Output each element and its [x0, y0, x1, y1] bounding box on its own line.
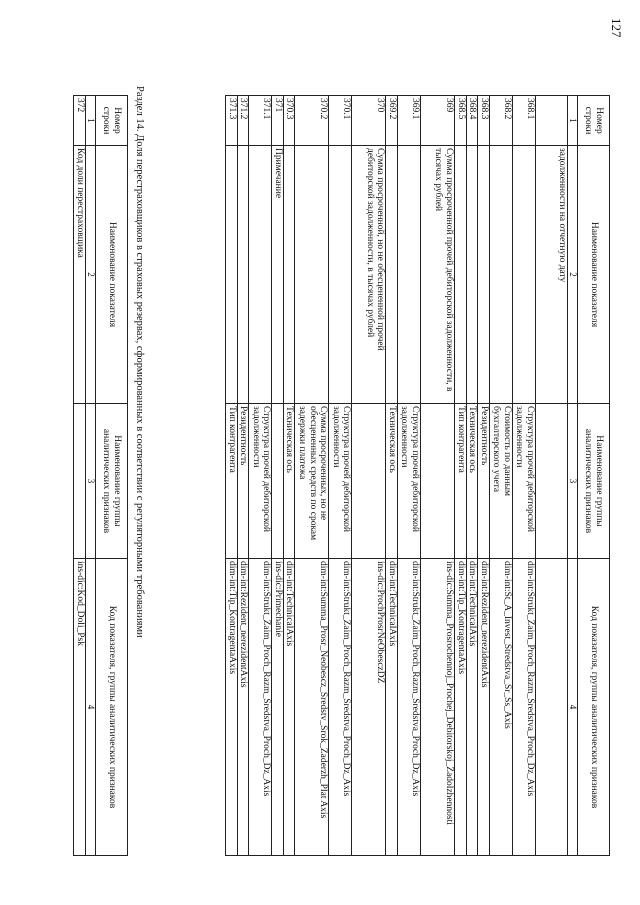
col-number: 1	[568, 96, 578, 146]
indicator-code: dim-int:TechnicalAxis	[386, 559, 398, 856]
header-indicator-name: Наименование показателя	[96, 146, 128, 404]
row-number	[536, 96, 568, 146]
table-row	[536, 96, 568, 856]
table-row	[455, 96, 467, 856]
row-number: 368.4	[466, 96, 478, 146]
indicator-code: dim-int:TechnicalAxis	[283, 559, 295, 856]
table-row	[283, 96, 295, 856]
header-group-name: Наименование группы аналитических признаков	[578, 404, 610, 559]
indicator-name	[226, 146, 238, 404]
row-number: 371.2	[237, 96, 249, 146]
table-row	[490, 96, 513, 856]
table-row	[421, 96, 455, 856]
row-number: 368.3	[478, 96, 490, 146]
row-number: 369.1	[398, 96, 421, 146]
indicator-name	[478, 146, 490, 404]
group-name: Структура прочей дебиторской задолженности	[398, 404, 421, 559]
row-number: 368.1	[513, 96, 536, 146]
row-number: 370.3	[283, 96, 295, 146]
table-row	[386, 96, 398, 856]
group-name: Тип контрагента	[455, 404, 467, 559]
row-number: 370.2	[295, 96, 329, 146]
indicator-code: dim-int:Tip_KontragentaAxis	[455, 559, 467, 856]
row-number: 371.3	[226, 96, 238, 146]
group-name	[421, 404, 455, 559]
indicator-name	[283, 146, 295, 404]
indicator-code: dim-int:Strukt_Zaim_Proch_Razm_Sredstva_Proch_Dz_Axis	[249, 559, 272, 856]
table-row	[513, 96, 536, 856]
indicator-name: Код доли перестраховщика	[74, 146, 86, 404]
indicator-code: ins-dic:Kod_Doli_Psk	[74, 559, 86, 856]
table-row	[249, 96, 272, 856]
table-row	[74, 96, 86, 856]
indicator-code: dim-int:Rezident_nerezidentAxis	[478, 559, 490, 856]
header-code: Код показателя, группы аналитических признаков	[578, 559, 610, 856]
indicator-name: Сумма просроченной, но не обесцененной прочей дебиторской задолженности, в тысячах рублей	[352, 146, 386, 404]
row-number: 369	[421, 96, 455, 146]
indicator-name	[513, 146, 536, 404]
indicator-code: ins-dic:Summa_Prosrochennoj_Prochej_Debitorskoj_Zadolzhennosti	[421, 559, 455, 856]
indicator-code: ins-dic:ProchProsrNeObesczDZ	[352, 559, 386, 856]
header-group-name: Наименование группы аналитических признаков	[96, 404, 128, 559]
section-caption: Раздел 14. Доля перестраховщиков в страховых резервах, сформированных в соответствии с регуляторными требованиями	[134, 86, 145, 638]
indicator-code: dim-int:Rezident_nerezidentAxis	[237, 559, 249, 856]
group-name: Структура прочей дебиторской задолженности	[513, 404, 536, 559]
group-name: Стоимость по данным бухгалтерского учета	[490, 404, 513, 559]
group-name: Техническая ось	[466, 404, 478, 559]
col-number: 3	[86, 404, 96, 559]
indicators-table	[225, 95, 610, 856]
indicator-name: задолженности на отчетную дату	[536, 146, 568, 404]
col-number: 2	[86, 146, 96, 404]
header-code: Код показателя, группы аналитических признаков	[96, 559, 128, 856]
indicator-name	[490, 146, 513, 404]
indicator-name	[295, 146, 329, 404]
table-row	[329, 96, 352, 856]
row-number: 372	[74, 96, 86, 146]
indicator-code: dim-int:St_A_Invest_Stredstva_Sr_Ss_Axis	[490, 559, 513, 856]
row-number: 370	[352, 96, 386, 146]
indicator-name	[237, 146, 249, 404]
table-header-row	[96, 96, 128, 856]
table-row	[295, 96, 329, 856]
indicator-code	[536, 559, 568, 856]
row-number: 368.2	[490, 96, 513, 146]
col-number: 1	[86, 96, 96, 146]
group-name: Структура прочей дебиторской задолженности	[249, 404, 272, 559]
group-name: Резидентность	[478, 404, 490, 559]
indicator-code: dim-int:Strukt_Zaim_Proch_Razm_Sredstva_Proch_Dz_Axis	[329, 559, 352, 856]
indicator-name	[398, 146, 421, 404]
indicator-name: Сумма просроченной прочей дебиторской задолженности, в тысячах рублей	[421, 146, 455, 404]
group-name	[536, 404, 568, 559]
col-number: 4	[86, 559, 96, 856]
indicator-code: dim-int:Summa_Prosr_Neobescz_Sredstv_Srok_Zaderzh_Plat Axis	[295, 559, 329, 856]
group-name	[74, 404, 86, 559]
indicator-name	[386, 146, 398, 404]
group-name: Техническая ось	[283, 404, 295, 559]
group-name	[272, 404, 284, 559]
row-number: 371.1	[249, 96, 272, 146]
page-number: 127	[609, 18, 624, 38]
reinsurer-share-table	[73, 95, 128, 856]
indicator-name	[329, 146, 352, 404]
table-row	[466, 96, 478, 856]
indicator-code: ins-dic:Primechanie	[272, 559, 284, 856]
row-number: 371	[272, 96, 284, 146]
table-row	[352, 96, 386, 856]
group-name	[352, 404, 386, 559]
indicator-name: Примечание	[272, 146, 284, 404]
indicator-name	[249, 146, 272, 404]
group-name: Техническая ось	[386, 404, 398, 559]
header-row-number: Номер строки	[578, 96, 610, 146]
table-row	[237, 96, 249, 856]
table-row	[272, 96, 284, 856]
column-number-row	[86, 96, 96, 856]
indicator-name	[466, 146, 478, 404]
indicator-code: dim-int:Strukt_Zaim_Proch_Razm_Sredstva_Proch_Dz_Axis	[398, 559, 421, 856]
row-number: 369.2	[386, 96, 398, 146]
table-row	[226, 96, 238, 856]
table-row	[398, 96, 421, 856]
group-name: Структура прочей дебиторской задолженности	[329, 404, 352, 559]
col-number: 3	[568, 404, 578, 559]
group-name: Тип контрагента	[226, 404, 238, 559]
table-row	[478, 96, 490, 856]
row-number: 370.1	[329, 96, 352, 146]
col-number: 4	[568, 559, 578, 856]
indicator-code: dim-int:Strukt_Zaim_Proch_Razm_Sredstva_Proch_Dz_Axis	[513, 559, 536, 856]
table-header-row	[578, 96, 610, 856]
indicator-code: dim-int:TechnicalAxis	[466, 559, 478, 856]
group-name: Резидентность	[237, 404, 249, 559]
column-number-row	[568, 96, 578, 856]
row-number: 368.5	[455, 96, 467, 146]
group-name: Сумма просроченных, но не обесцененных средств по срокам задержки платежа	[295, 404, 329, 559]
col-number: 2	[568, 146, 578, 404]
header-indicator-name: Наименование показателя	[578, 146, 610, 404]
indicator-name	[455, 146, 467, 404]
indicator-code: dim-int:Tip_KontragentaAxis	[226, 559, 238, 856]
header-row-number: Номер строки	[96, 96, 128, 146]
